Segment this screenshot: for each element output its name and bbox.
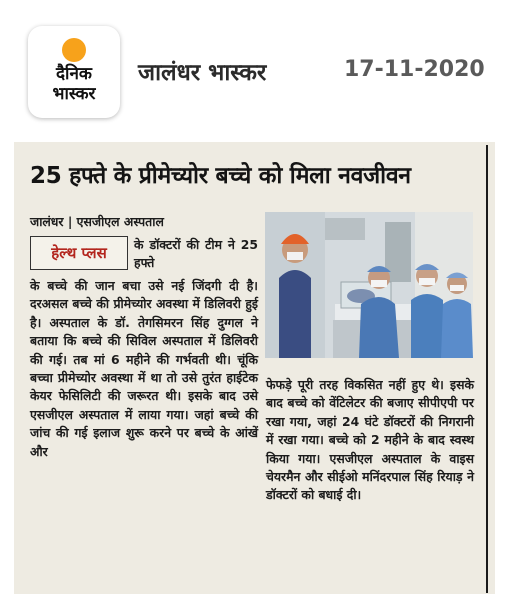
section-tag-label: हेल्थ प्लस bbox=[51, 244, 107, 262]
article-photo-doctors-with-baby bbox=[265, 212, 473, 358]
paper-edition-name: जालंधर भास्कर bbox=[138, 60, 267, 86]
masthead bbox=[0, 0, 507, 128]
sun-icon bbox=[62, 38, 86, 62]
article-dateline bbox=[30, 213, 258, 231]
logo-text-line1: दैनिक bbox=[56, 64, 92, 84]
dateline-lead-text: एसजीएल अस्पताल bbox=[76, 214, 164, 229]
clipping-edge-line bbox=[486, 145, 488, 593]
article-column2-text: फेफड़े पूरी तरह विकसित नहीं हुए थे। इसके बाद बच्चे को वेंटिलेटर की बजाए सीपीएपी पर रखा गया, जहां 24 घंटे डॉक्टरों की निगरानी में रखा गया। बच्चे को 2 महीने के बाद स्वस्थ किया गया। एसजीएल अस्पताल के वाइस चेयरमैन और सीईओ मनिंदरपाल सिंह रियाड़ ने डॉक्टरों को बधाई दी। bbox=[266, 377, 474, 503]
dateline-place: जालंधर bbox=[30, 214, 64, 229]
logo-text-line2: भास्कर bbox=[52, 84, 96, 104]
dateline-separator: | bbox=[63, 214, 77, 229]
article-column1-text: के बच्चे की जान बचा उसे नई जिंदगी दी है। दरअसल बच्चे की प्रीमेच्योर अवस्था में डिलिवरी हुई है। अस्पताल के डॉ. तेगसिमरन सिंह दुग्गल ने बताया कि बच्चे की सिविल अस्पताल में डिलिवरी की गई। तब मां 6 महीने की गर्भवती थी। चूंकि बच्चा प्रीमेच्योर अवस्था में था तो उसे तुरंत हाईटेक केयर फेसिलिटी की जरूरत थी। इसके बाद उसे एसजीएल अस्पताल में लाया गया। जहां बच्चे की जांच की गई इलाज शुरू करने पर बच्चे के आंखें और bbox=[30, 278, 258, 459]
section-tag bbox=[30, 236, 128, 270]
publication-date: 17-11-2020 bbox=[344, 57, 485, 82]
dainik-bhaskar-logo[interactable] bbox=[28, 26, 120, 118]
article-headline: 25 हफ्ते के प्रीमेच्योर बच्चे को मिला नवजीवन bbox=[30, 163, 411, 189]
article-column1-side-text: के डॉक्टरों की टीम ने 25 हफ्ते bbox=[134, 237, 258, 271]
